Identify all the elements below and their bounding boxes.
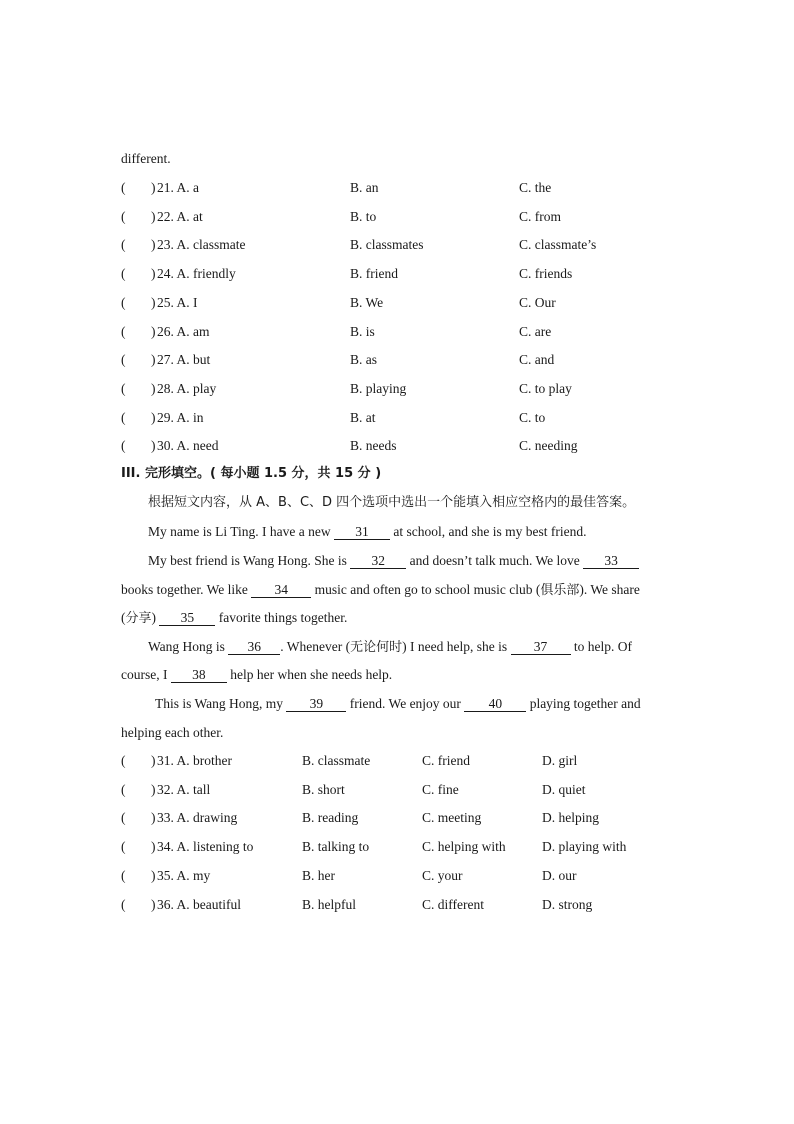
answer-blank: 33: [583, 553, 639, 569]
option-a: 32. A. tall: [157, 781, 211, 797]
answer-paren-close: ): [151, 380, 156, 396]
option-a: 34. A. listening to: [157, 839, 254, 855]
option-a: 36. A. beautiful: [157, 896, 241, 912]
question-row-34: [121, 838, 681, 856]
answer-paren-close: ): [151, 294, 156, 310]
answer-paren-open[interactable]: (: [121, 896, 126, 912]
question-row-30: [121, 437, 681, 455]
option-a: 30. A. need: [157, 438, 219, 454]
option-c: C. your: [422, 867, 463, 883]
option-b: B. to: [350, 208, 377, 224]
answer-paren-open[interactable]: (: [121, 352, 126, 368]
option-b: B. classmate: [302, 753, 371, 768]
question-row-26: [121, 323, 681, 341]
answer-blank: 38: [171, 667, 227, 683]
answer-paren-close: ): [151, 781, 156, 797]
option-a: 26. A. am: [157, 323, 210, 339]
passage-line: My best friend is Wang Hong. She is 32 and doesn’t talk much. We love 33: [148, 552, 639, 570]
question-row-32: [121, 781, 681, 799]
option-c: C. meeting: [422, 810, 482, 826]
option-c: C. classmate’s: [519, 237, 597, 253]
option-d: D. our: [542, 867, 577, 883]
question-row-29: [121, 409, 681, 427]
question-row-27: [121, 351, 681, 369]
option-c: C. friend: [422, 753, 470, 768]
option-b: B. is: [350, 323, 375, 339]
question-row-25: [121, 294, 681, 312]
answer-paren-close: ): [151, 839, 156, 855]
option-b: B. needs: [350, 438, 397, 454]
option-b: B. an: [350, 180, 379, 195]
answer-paren-close: ): [151, 896, 156, 912]
option-c: C. helping with: [422, 839, 506, 855]
option-a: 33. A. drawing: [157, 810, 238, 826]
lead-text: different.: [121, 151, 171, 166]
section-heading: III. 完形填空。( 每小题 1.5 分，共 15 分 ): [121, 466, 382, 481]
answer-paren-open[interactable]: (: [121, 237, 126, 253]
option-c: C. different: [422, 896, 484, 912]
answer-paren-open[interactable]: (: [121, 266, 126, 282]
answer-paren-open[interactable]: (: [121, 294, 126, 310]
option-a: 21. A. a: [157, 180, 200, 195]
answer-paren-close: ): [151, 180, 156, 195]
option-c: C. to play: [519, 380, 572, 396]
option-b: B. We: [350, 294, 384, 310]
answer-paren-close: ): [151, 810, 156, 826]
answer-paren-open[interactable]: (: [121, 753, 126, 768]
option-d: D. helping: [542, 810, 599, 826]
answer-blank: 39: [286, 696, 346, 712]
passage-line: helping each other.: [121, 725, 224, 740]
question-row-24: [121, 265, 681, 283]
option-a: 35. A. my: [157, 867, 211, 883]
option-c: C. needing: [519, 438, 578, 454]
answer-paren-open[interactable]: (: [121, 438, 126, 454]
answer-blank: 32: [350, 553, 406, 569]
option-c: C. to: [519, 409, 546, 425]
answer-paren-close: ): [151, 208, 156, 224]
answer-paren-open[interactable]: (: [121, 839, 126, 855]
answer-blank: 34: [251, 582, 311, 598]
option-b: B. as: [350, 352, 377, 368]
option-a: 22. A. at: [157, 208, 203, 224]
question-row-28: [121, 380, 681, 398]
option-c: C. Our: [519, 294, 556, 310]
answer-paren-close: ): [151, 438, 156, 454]
option-a: 23. A. classmate: [157, 237, 246, 253]
question-row-33: [121, 809, 681, 827]
option-a: 28. A. play: [157, 380, 217, 396]
answer-paren-close: ): [151, 323, 156, 339]
option-b: B. talking to: [302, 839, 370, 855]
question-row-36: [121, 896, 681, 914]
passage-line: My name is Li Ting. I have a new 31 at school, and she is my best friend.: [148, 524, 587, 539]
answer-paren-close: ): [151, 409, 156, 425]
option-a: 31. A. brother: [157, 753, 232, 768]
answer-paren-open[interactable]: (: [121, 867, 126, 883]
option-c: C. are: [519, 323, 552, 339]
answer-paren-close: ): [151, 237, 156, 253]
option-b: B. at: [350, 409, 376, 425]
question-row-35: [121, 867, 681, 885]
option-a: 29. A. in: [157, 409, 204, 425]
answer-blank: 40: [464, 696, 526, 712]
option-c: C. and: [519, 352, 555, 368]
question-row-21: [121, 179, 681, 197]
question-row-22: [121, 208, 681, 226]
answer-paren-open[interactable]: (: [121, 323, 126, 339]
answer-blank: 35: [159, 610, 215, 626]
passage-line: Wang Hong is 36 . Whenever (无论何时) I need help, she is 37 to help. Of: [148, 639, 632, 655]
question-row-23: [121, 236, 681, 254]
passage-line: This is Wang Hong, my 39 friend. We enjoy our 40 playing together and: [155, 696, 641, 711]
answer-paren-open[interactable]: (: [121, 208, 126, 224]
option-a: 25. A. I: [157, 294, 198, 310]
answer-paren-open[interactable]: (: [121, 781, 126, 797]
option-b: B. her: [302, 867, 335, 883]
passage-line: course, I 38 help her when she needs help.: [121, 667, 393, 682]
option-c: C. fine: [422, 781, 459, 797]
option-b: B. reading: [302, 810, 359, 826]
option-b: B. helpful: [302, 896, 356, 912]
answer-blank: 36: [228, 639, 280, 655]
option-d: D. girl: [542, 753, 578, 768]
option-d: D. strong: [542, 896, 593, 912]
option-c: C. from: [519, 208, 561, 224]
option-a: 27. A. but: [157, 352, 211, 368]
answer-paren-close: ): [151, 753, 156, 768]
answer-paren-close: ): [151, 867, 156, 883]
answer-blank: 31: [334, 524, 390, 540]
answer-paren-close: ): [151, 266, 156, 282]
answer-paren-close: ): [151, 352, 156, 368]
answer-paren-open[interactable]: (: [121, 380, 126, 396]
option-c: C. the: [519, 180, 552, 195]
passage-line: (分享) 35 favorite things together.: [121, 610, 348, 626]
option-b: B. short: [302, 781, 345, 797]
option-b: B. playing: [350, 380, 407, 396]
answer-blank: 37: [511, 639, 571, 655]
option-b: B. friend: [350, 266, 398, 282]
option-a: 24. A. friendly: [157, 266, 236, 282]
option-b: B. classmates: [350, 237, 424, 253]
option-d: D. playing with: [542, 839, 627, 855]
option-c: C. friends: [519, 266, 573, 282]
passage-line: books together. We like 34 music and often go to school music club (俱乐部). We share: [121, 582, 640, 598]
answer-paren-open[interactable]: (: [121, 810, 126, 826]
answer-paren-open[interactable]: (: [121, 409, 126, 425]
answer-paren-open[interactable]: (: [121, 180, 126, 195]
option-d: D. quiet: [542, 781, 586, 797]
section-instruction: 根据短文内容，从 A、B、C、D 四个选项中选出一个能填入相应空格内的最佳答案。: [148, 495, 636, 510]
question-row-31: [121, 752, 681, 770]
